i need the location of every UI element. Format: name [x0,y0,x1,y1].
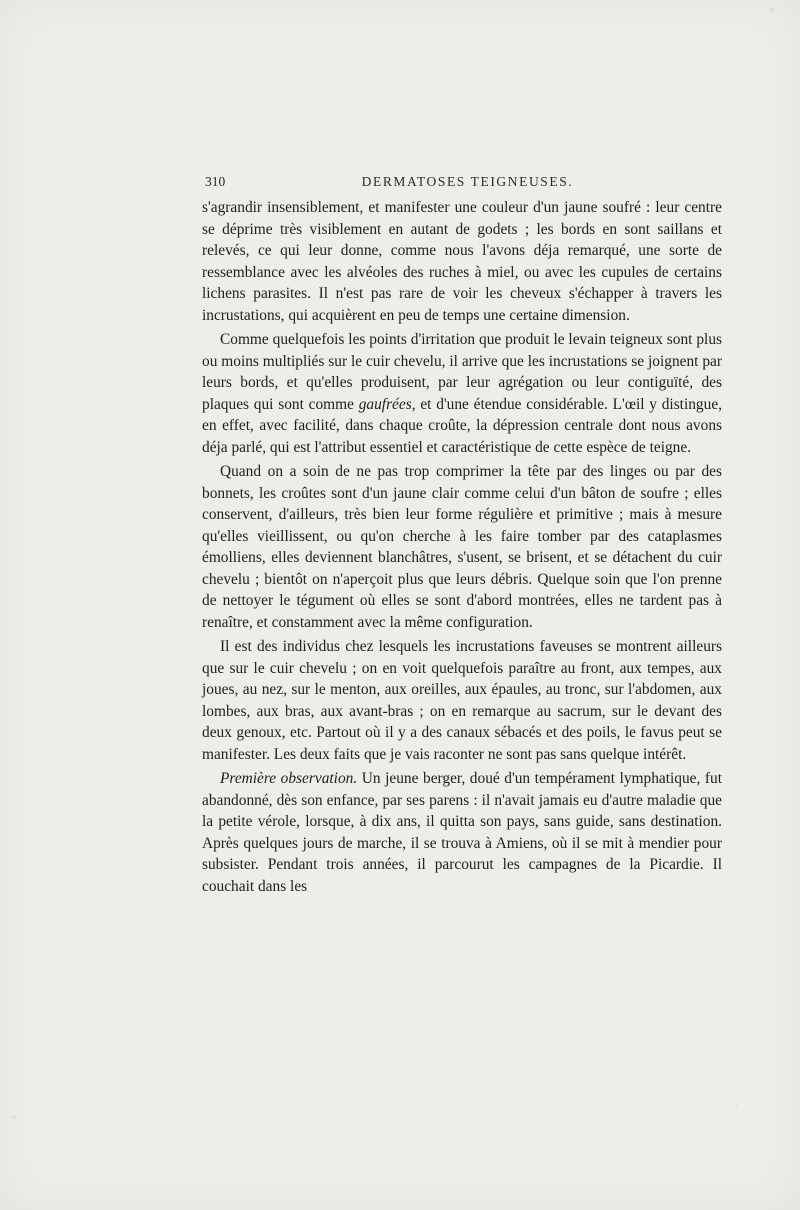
paragraph [202,197,722,326]
body-text [202,197,722,900]
text-run: s'agrandir insensiblement, et manifester une couleur d'un jaune soufré : leur centre se déprime très visiblement en autant de godets ; les bords en sont saillans et relevés, ce qui leur donne, comme nous l'avons déja remarqué, une sorte de ressemblance avec les alvéoles des ruches à miel, ou avec les cupules de certains lichens parasites. Il n'est pas rare de voir les cheveux s'échapper à travers les incrustations, qui acquièrent en peu de temps une certaine dimension. [202,199,722,324]
running-head: DERMATOSES TEIGNEUSES. [361,174,574,189]
paper-speck [12,1115,16,1119]
text-run: Un jeune berger, doué d'un tempérament lymphatique, fut abandonné, dès son enfance, par ses parens : il n'avait jamais eu d'autre maladie que la petite vérole, lorsque, à dix ans, il quitta son pays, sans guide, sans destination. Après quelques jours de marche, il se trouva à Amiens, où il se mit à mendier pour subsister. Pendant trois années, il parcourut les campagnes de la Picardie. Il couchait dans les [202,770,722,895]
paper-speck [770,8,774,12]
paragraph [202,768,722,897]
text-run: , et d'une étendue considérable. L'œil y distingue, en effet, avec facilité, dans chaque croûte, la dépression centrale dont nous avons déja parlé, qui est l'attribut essentiel et caractéristique de cette espèce de teigne. [202,395,722,456]
paragraph [202,636,722,765]
italic-text: gaufrées [358,395,412,413]
text-run: Comme quelquefois les points d'irritation que produit le levain teigneux sont plus ou moins multipliés sur le cuir chevelu, il arrive que les incrustations se joignent par leurs bords, et qu'elles produisent, par leur agrégation ou leur contiguïté, des plaques qui sont comme [202,331,722,413]
text-run: Il est des individus chez lesquels les incrustations faveuses se montrent ailleurs que sur le cuir chevelu ; on en voit quelquefois paraître au front, aux tempes, aux joues, au nez, sur le menton, aux oreilles, aux épaules, au tronc, sur l'abdomen, aux lombes, aux bras, aux avant-bras ; on en remarque au sacrum, sur le devant des deux genoux, etc. Partout où il y a des canaux sébacés et des poils, le favus peut se manifester. Les deux faits que je vais raconter ne sont pas sans quelque intérêt. [202,638,722,763]
paragraph [202,461,722,633]
page-number: 310 [205,174,226,189]
page-header [205,174,730,194]
paragraph [202,329,722,458]
italic-text: Première observation. [220,770,358,787]
text-run: Quand on a soin de ne pas trop comprimer la tête par des linges ou par des bonnets, les croûtes sont d'un jaune clair comme celui d'un bâton de soufre ; elles conservent, d'ailleurs, très bien leur forme régulière et primitive ; mais à mesure qu'elles vieillissent, ou qu'on cherche à les faire tomber par des cataplasmes émolliens, elles deviennent blanchâtres, s'usent, se brisent, et se détachent du cuir chevelu ; bientôt on n'aperçoit plus que leurs débris. Quelque soin que l'on prenne de nettoyer le tégument où elles se sont d'abord montrées, elles ne tardent pas à renaître, et constamment avec la même configuration. [202,463,722,631]
paper-speck [735,1105,738,1108]
